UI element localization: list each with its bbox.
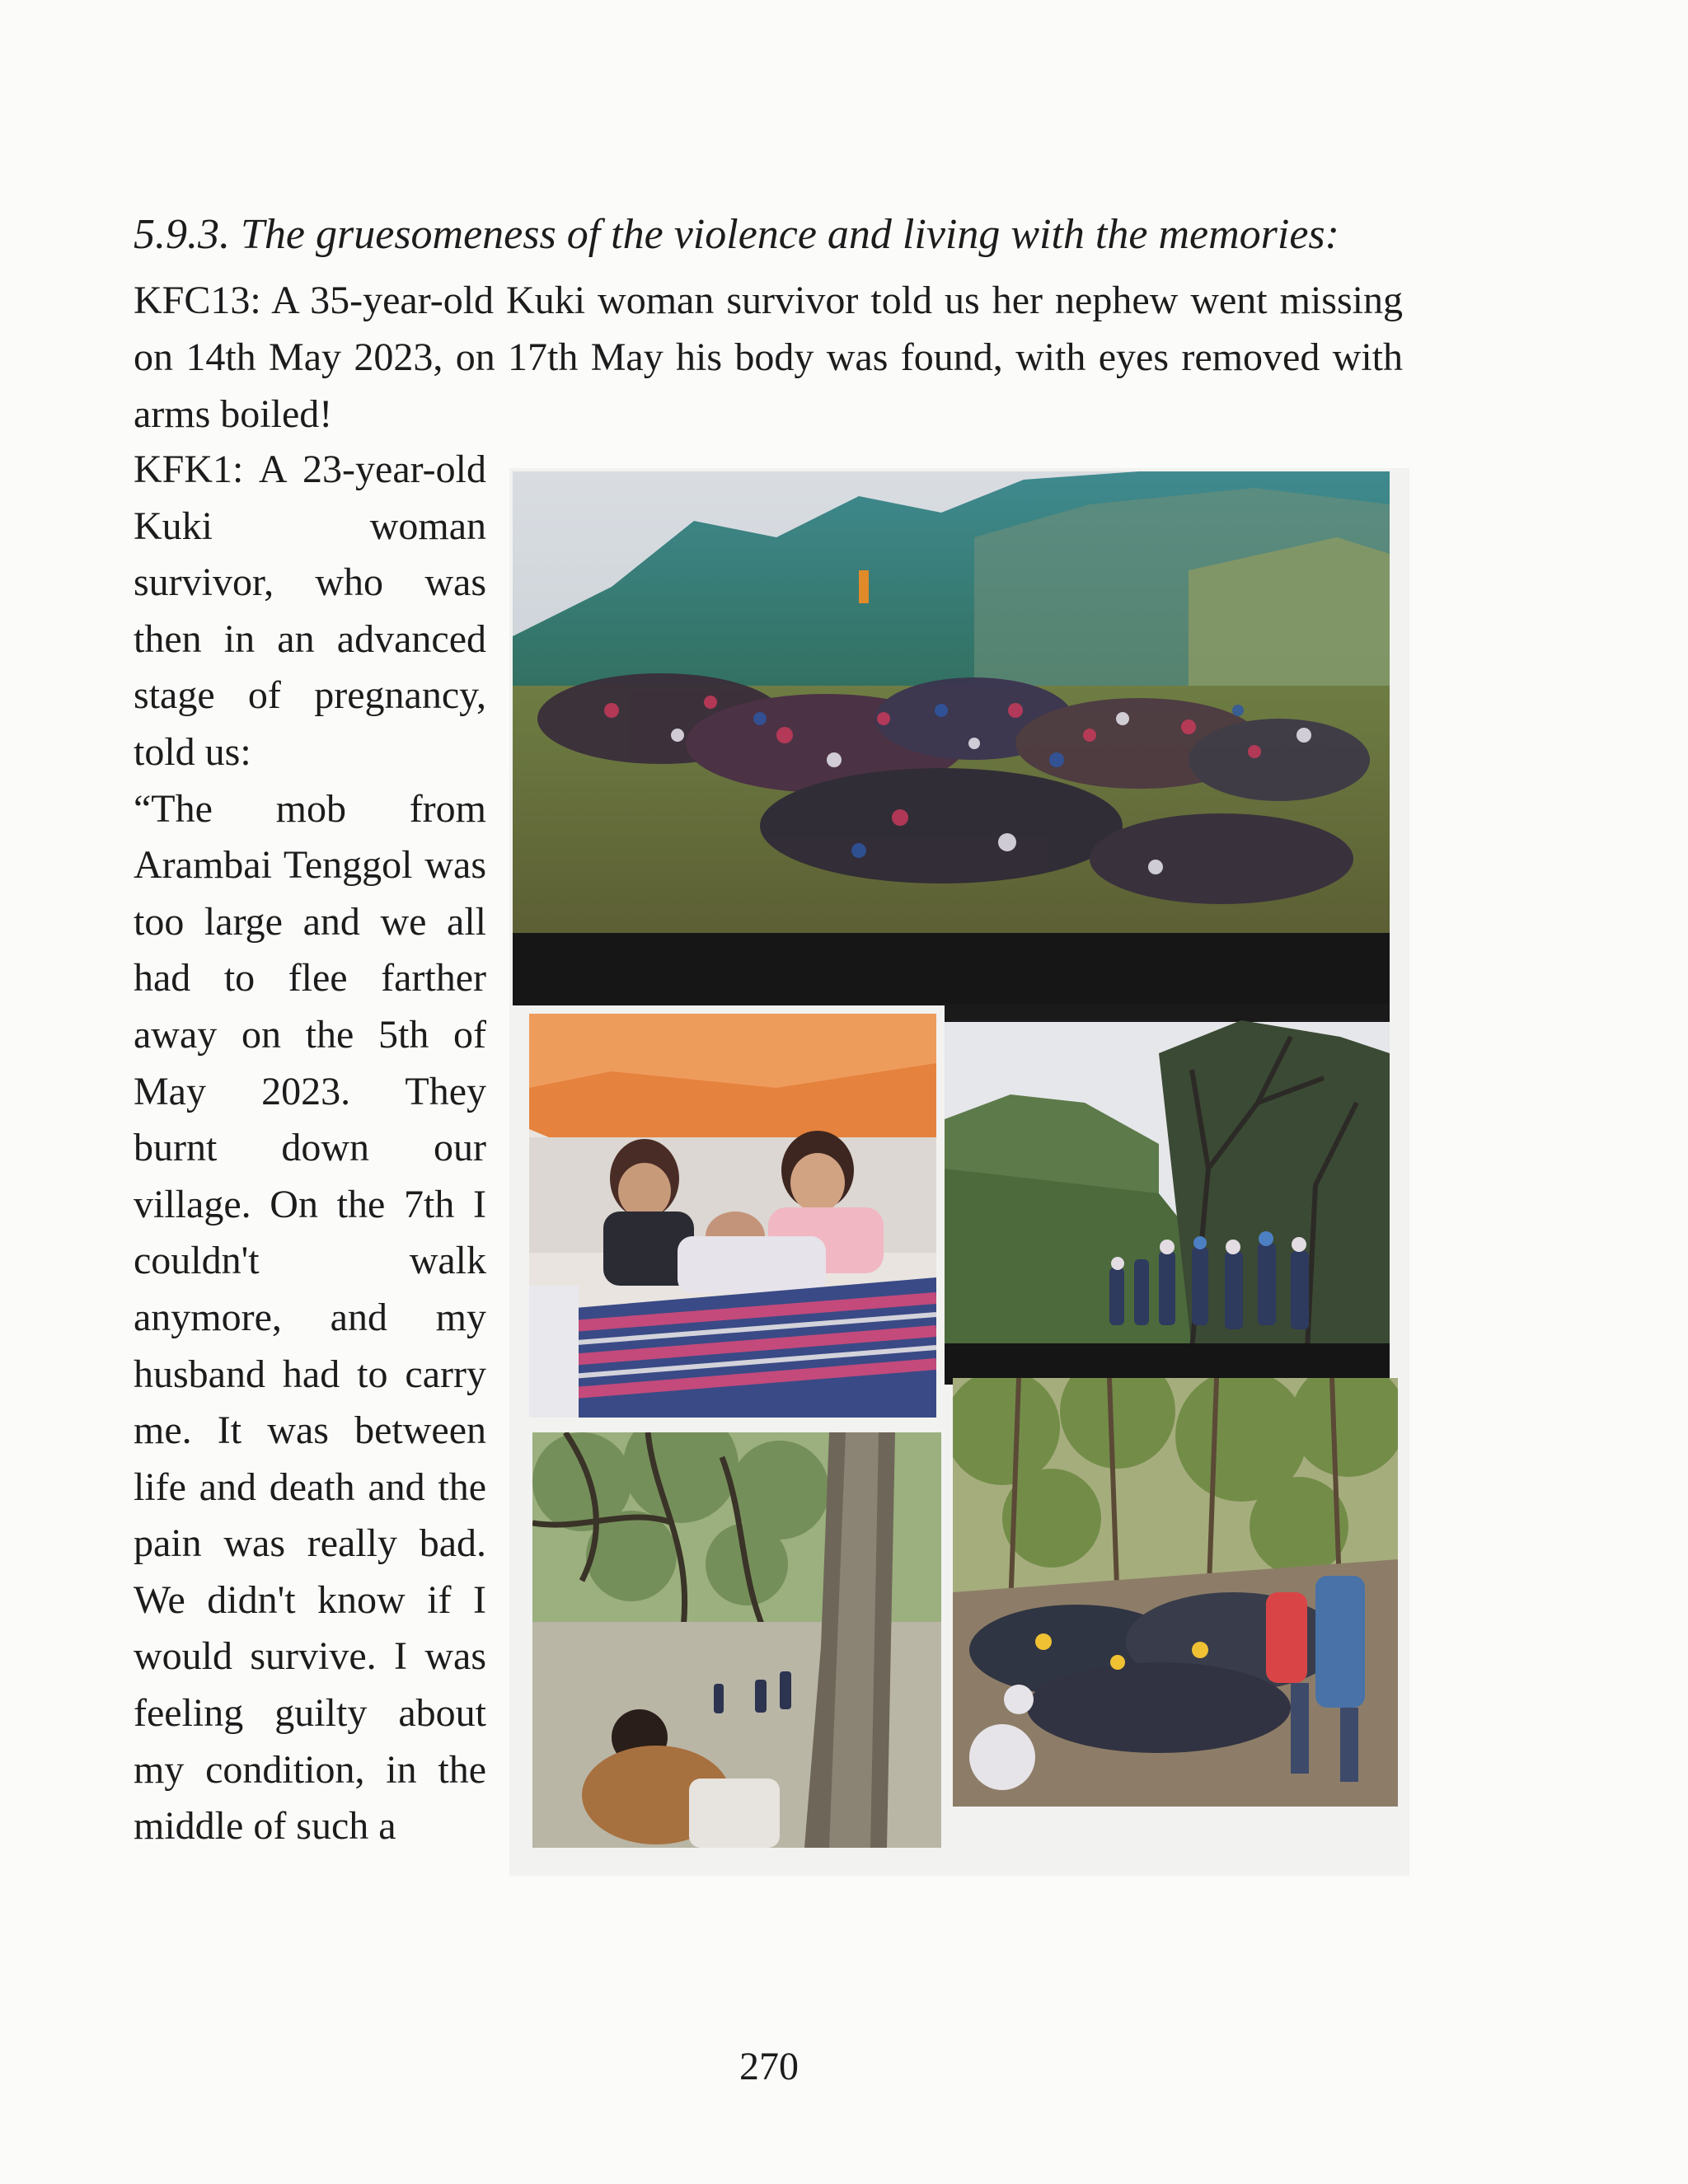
page-number: 270 <box>739 2045 799 2088</box>
paragraph-kfk1-intro: KFK1: A 23-year-old Kuki woman survivor, who was then in an advanced stage of pregnancy, told us: <box>134 448 486 774</box>
photo-people-on-hill-path-image <box>945 1004 1390 1385</box>
photo-forest-crowd <box>953 1378 1398 1807</box>
photo-women-under-tarp <box>529 1014 936 1418</box>
narrow-text-column <box>134 442 486 1855</box>
section-heading: 5.9.3. The gruesomeness of the violence and living with the memories: <box>134 211 1339 258</box>
photo-crowd-hillside <box>513 471 1390 1005</box>
photo-women-under-tarp-image <box>529 1014 936 1418</box>
paragraph-kfk1-quote: “The mob from Arambai Tenggol was too large and we all had to flee farther away on the 5th of May 2023. They burnt down our village. On the 7th I couldn't walk anymore, and my husband had to carry me. It was between life and death and the pain was really bad. We didn't know if I would survive. I was feeling guilty about my condition, in the middle of such a <box>134 786 486 1849</box>
photo-forest-crowd-image <box>953 1378 1398 1807</box>
photo-crowd-hillside-image <box>513 471 1390 1005</box>
photo-forest-woman <box>532 1432 941 1848</box>
photo-people-on-hill-path <box>945 1004 1390 1385</box>
photo-forest-woman-image <box>532 1432 941 1848</box>
paragraph-kfc13: KFC13: A 35-year-old Kuki woman survivor told us her nephew went missing on 14th May 2023, on 17th May his body was found, with eyes removed with arms boiled! <box>134 279 1403 436</box>
